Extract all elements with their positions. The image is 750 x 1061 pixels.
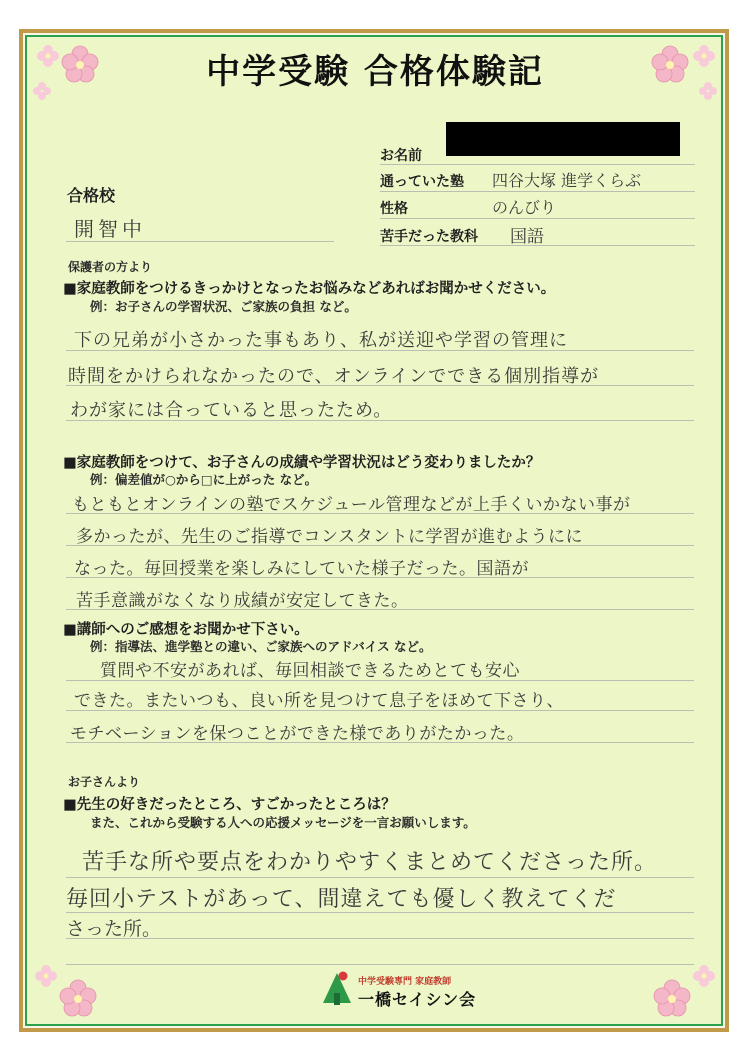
answer-2-line-2: 多かったが、先生のご指導でコンスタントに学習が進むようにに — [76, 527, 583, 547]
flower-decoration-bottom-right — [634, 950, 724, 1025]
redacted-name — [446, 122, 680, 156]
answer-2-line-3: なった。毎回授業を楽しみにしていた様子だった。国語が — [74, 559, 529, 579]
parent-section-heading: 保護者の方より — [68, 260, 153, 274]
rule-line — [66, 912, 694, 913]
rule-line — [380, 245, 695, 246]
answer-3-line-2: できた。またいつも、良い所を見つけて息子をほめて下さり、 — [74, 691, 564, 711]
flower-decoration-bottom-left — [28, 950, 118, 1025]
child-section-heading: お子さんより — [68, 775, 141, 789]
weak-subject-value: 国語 — [510, 227, 544, 247]
rule-line — [66, 710, 694, 711]
answer-2-line-4: 苦手意識がなくなり成績が安定してきた。 — [76, 591, 409, 611]
rule-line — [380, 191, 695, 192]
cram-school-label: 通っていた塾 — [380, 174, 464, 190]
answer-1-line-1: 下の兄弟が小さかった事もあり、私が送迎や学習の管理に — [74, 330, 568, 351]
question-2: ■家庭教師をつけて、お子さんの成績や学習状況はどう変わりましたか？ — [63, 455, 541, 471]
rule-line — [66, 742, 694, 743]
child-answer-line-1: 苦手な所や要点をわかりやすくまとめてくださった所。 — [82, 850, 658, 875]
logo-tagline: 中学受験専門 家庭教師 — [358, 977, 452, 987]
answer-1-line-2: 時間をかけられなかったので、オンラインでできる個別指導が — [68, 366, 600, 387]
rule-line — [380, 164, 695, 165]
personality-label: 性格 — [380, 201, 408, 217]
rule-line — [66, 877, 694, 878]
rule-line — [66, 420, 694, 421]
name-label: お名前 — [380, 148, 422, 164]
cram-school-value: 四谷大塚 進学くらぶ — [492, 171, 642, 190]
answer-1-line-3: わが家には合っていると思ったため。 — [70, 400, 393, 421]
rule-line — [66, 577, 694, 578]
answer-2-line-1: もともとオンラインの塾でスケジュール管理などが上手くいかない事が — [72, 495, 631, 515]
child-question: ■先生の好きだったところ、すごかったところは？ — [63, 797, 396, 813]
logo-name: 一橋セイシン会 — [358, 990, 477, 1009]
rule-line — [66, 609, 694, 610]
passed-school-value: 開智中 — [74, 217, 146, 241]
rule-line — [66, 241, 334, 242]
question-3-example: 例：指導法、進学塾との違い、ご家族へのアドバイス など。 — [90, 639, 432, 654]
child-question-sub: また、これから受験する人への応援メッセージを一言お願いします。 — [90, 815, 476, 830]
rule-line — [380, 218, 695, 219]
rule-line — [66, 350, 694, 351]
rule-line — [66, 513, 694, 514]
rule-line — [66, 938, 694, 939]
rule-line — [66, 964, 694, 965]
rule-line — [66, 385, 694, 386]
rule-line — [66, 545, 694, 546]
answer-3-line-3: モチベーションを保つことができた様でありがたかった。 — [70, 724, 525, 744]
question-1: ■家庭教師をつけるきっかけとなったお悩みなどあればお聞かせください。 — [63, 281, 556, 297]
child-answer-line-3: さった所。 — [66, 918, 162, 940]
page-title: 中学受験 合格体験記 — [206, 52, 544, 92]
passed-school-label: 合格校 — [67, 186, 116, 205]
rule-line — [66, 680, 694, 681]
answer-3-line-1: 質問や不安があれば、毎回相談できるためとても安心 — [100, 661, 520, 681]
question-3: ■講師へのご感想をお聞かせ下さい。 — [63, 622, 309, 638]
weak-subject-label: 苦手だった教科 — [380, 229, 478, 245]
question-2-example: 例：偏差値が○から□に上がった など。 — [90, 472, 318, 487]
question-1-example: 例：お子さんの学習状況、ご家族の負担 など。 — [90, 299, 357, 314]
personality-value: のんびり — [492, 198, 557, 217]
logo-mark-icon — [319, 969, 355, 1007]
child-answer-line-2: 毎回小テストがあって、間違えても優しく教えてくだ — [66, 887, 617, 912]
